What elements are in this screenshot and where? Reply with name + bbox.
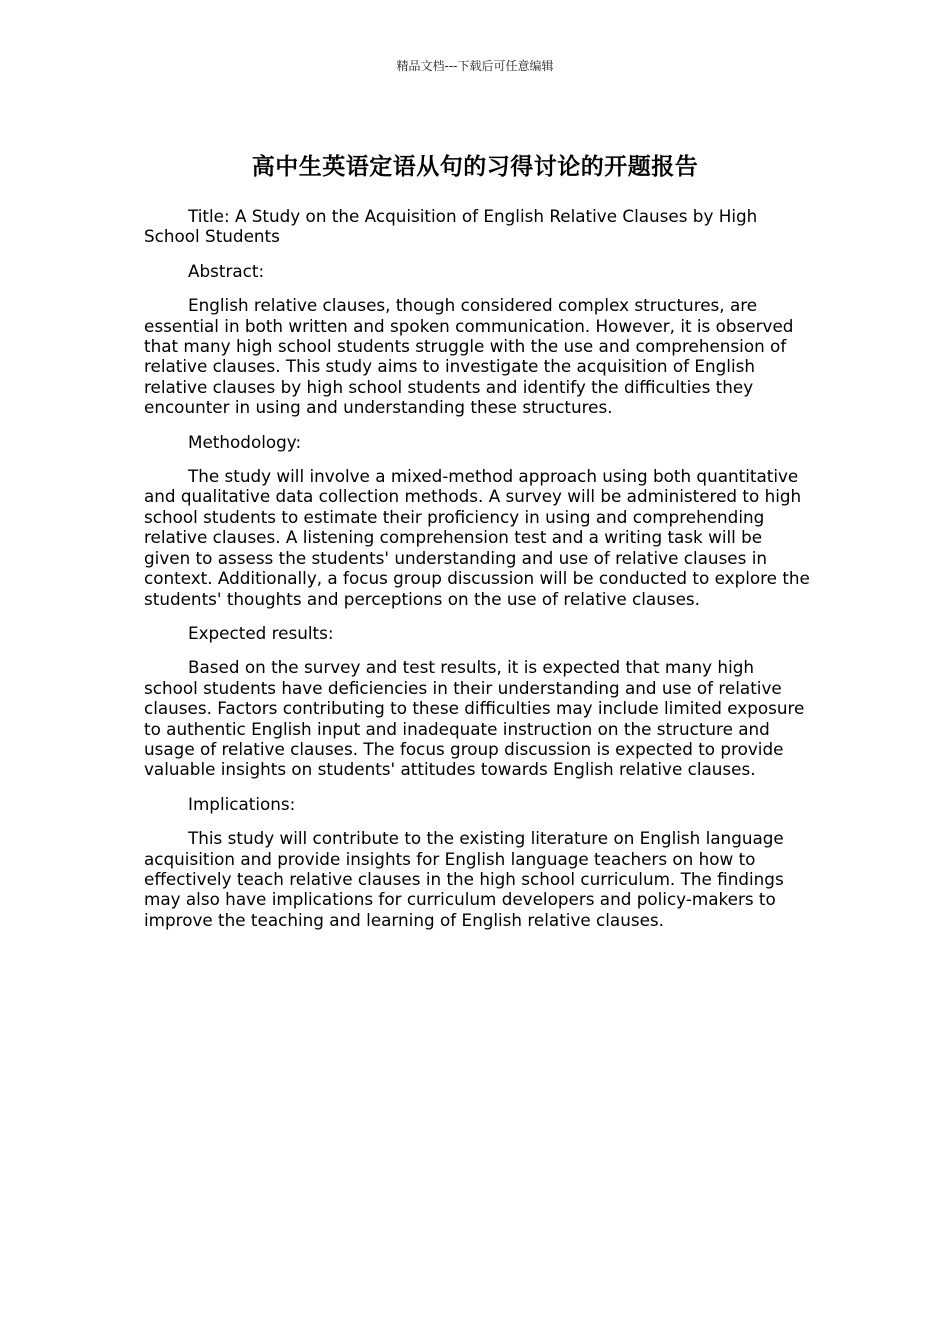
expected-results-paragraph: Based on the survey and test results, it is expected that many high school students have deficiencies in their understanding and use of relative clauses. Factors contributing to these difficulties may include limited exposure to authentic English input and inadequate instruction on the structure and usage of relative clauses. The focus group discussion is expected to provide valuable insights on students' attitudes towards English relative clauses. <box>144 657 805 780</box>
methodology-heading: Methodology: <box>188 431 302 452</box>
methodology-paragraph: The study will involve a mixed-method approach using both quantitative and qualitative data collection methods. A survey will be administered to high school students to estimate their proficiency in using and comprehending relative clauses. A listening comprehension test and a writing task will be given to assess the students' understanding and use of relative clauses in context. Additionally, a focus group discussion will be conducted to explore the students' thoughts and perceptions on the use of relative clauses. <box>144 466 810 609</box>
expected-results-heading: Expected results: <box>188 622 334 643</box>
abstract-heading: Abstract: <box>188 260 265 281</box>
implications-heading: Implications: <box>188 793 296 814</box>
title-paragraph: Title: A Study on the Acquisition of English Relative Clauses by High School Students <box>144 206 758 247</box>
page-header: 精品文档---下载后可任意编辑 <box>396 59 554 73</box>
document-title: 高中生英语定语从句的习得讨论的开题报告 <box>251 154 699 181</box>
implications-paragraph: This study will contribute to the existing literature on English language acquisition and provide insights for English language teachers on how to effectively teach relative clauses in the high school curriculum. The findings may also have implications for curriculum developers and policy-makers to improve the teaching and learning of English relative clauses. <box>144 828 784 930</box>
abstract-paragraph: English relative clauses, though considered complex structures, are essential in both written and spoken communication. However, it is observed that many high school students struggle with the use and comprehension of relative clauses. This study aims to investigate the acquisition of English relative clauses by high school students and identify the difficulties they encounter in using and understanding these structures. <box>144 295 794 418</box>
document-body <box>144 206 812 944</box>
